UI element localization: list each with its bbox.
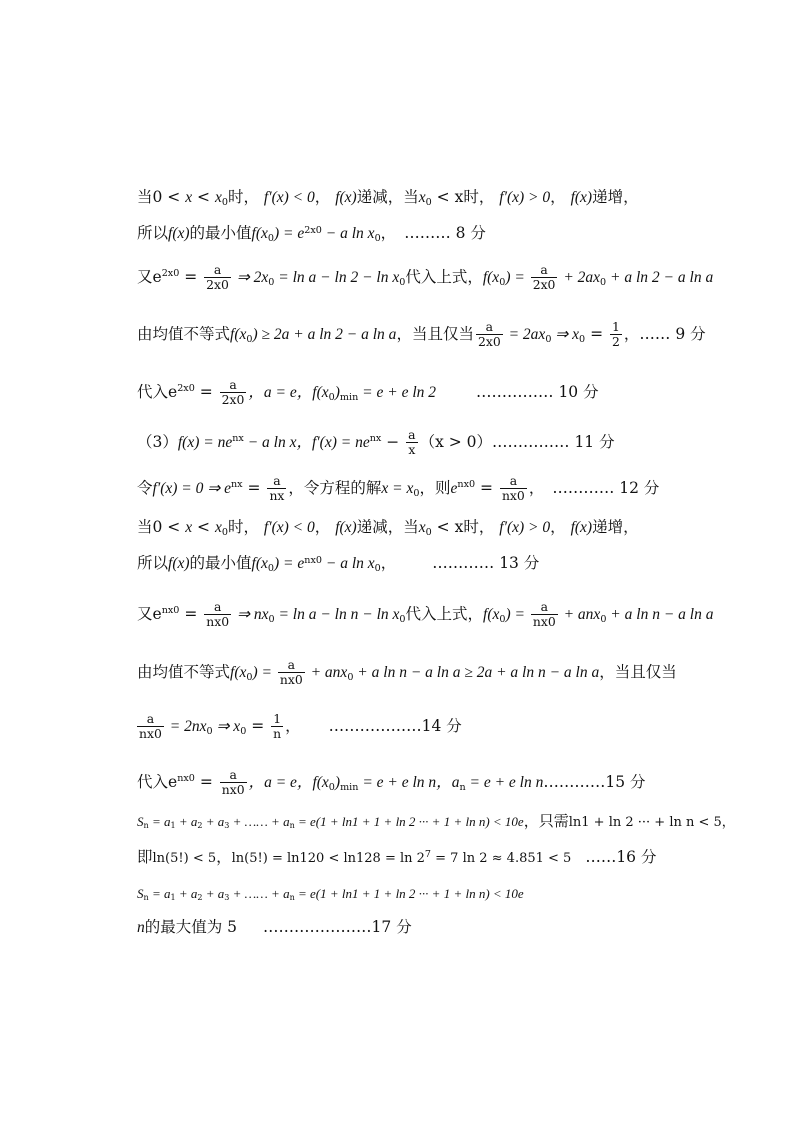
math: f(x) = ne [177, 433, 233, 451]
line-7 [137, 474, 760, 504]
superscript: nx [232, 433, 244, 445]
fraction [500, 474, 527, 504]
text: ，则 [419, 478, 451, 497]
line-15 [137, 850, 760, 866]
math: f(x [482, 268, 500, 286]
subscript: 0 [425, 196, 432, 208]
math: f(x) [570, 189, 593, 206]
math: f(x [312, 383, 329, 401]
math: f(x [230, 663, 247, 681]
line-10 [137, 600, 760, 630]
text: 由均值不等式 [137, 662, 231, 681]
math: f(x) [168, 555, 190, 572]
math: ) = e [274, 555, 305, 572]
math: ⇒ x [551, 325, 580, 343]
text: 即 [137, 848, 153, 866]
math: x = x [381, 479, 414, 497]
subscript: 1 [170, 893, 176, 903]
superscript: 2x0 [161, 268, 180, 280]
score-mark: …………… 11 分 [492, 432, 615, 451]
math: + a ln n − a ln a [606, 605, 714, 623]
fraction [204, 600, 231, 630]
text: 递减，当 [356, 518, 419, 536]
numerator: a [204, 600, 231, 615]
math: ) = [252, 663, 276, 681]
numerator: a [408, 427, 416, 442]
text: 递增， [592, 518, 639, 536]
superscript: nx [369, 433, 382, 445]
line-16 [137, 887, 760, 901]
subscript: 0 [240, 725, 247, 737]
text: 又e [137, 604, 162, 623]
superscript: 2x0 [177, 383, 195, 395]
numerator: a [220, 378, 247, 393]
text: = [475, 478, 498, 497]
math: + a [202, 886, 225, 901]
math: S [137, 814, 144, 829]
text: ， [550, 188, 566, 206]
text: 所以 [137, 224, 169, 242]
math: ⇒ nx [233, 605, 269, 623]
denominator: 2x0 [221, 392, 245, 408]
math: f′(x) > 0 [499, 189, 551, 206]
text: ， [528, 478, 545, 497]
text: 递增， [592, 188, 639, 206]
text: < [192, 188, 215, 206]
text: ， [550, 518, 566, 536]
superscript: 7 [424, 848, 432, 860]
subscript: 0 [374, 562, 381, 574]
numerator: a [531, 600, 558, 615]
subscript: n [289, 821, 295, 831]
math: ln(5!) < 5 [152, 851, 217, 866]
subscript: 0 [425, 526, 432, 538]
math: f(x [251, 555, 268, 572]
text: = [179, 267, 203, 286]
fraction [220, 378, 247, 408]
denominator: 2x0 [477, 334, 501, 350]
math: x [418, 189, 426, 206]
score-mark: ………… 13 分 [432, 554, 540, 572]
text: ，当且仅当 [599, 662, 677, 681]
math: f(x) [335, 189, 357, 206]
math: + anx [559, 605, 601, 623]
score-mark: …………… 10 分 [476, 382, 599, 401]
fraction [220, 768, 247, 798]
subscript: 0 [399, 276, 406, 288]
text: 递减，当 [356, 188, 419, 206]
math: = 2ax [504, 325, 546, 343]
math: x [214, 189, 222, 206]
math: + a ln 2 − a ln a [606, 268, 714, 286]
text: ，当且仅当 [396, 324, 474, 343]
math: a [451, 773, 460, 791]
text: 的最大值为 5 [144, 918, 238, 936]
fraction [476, 320, 503, 350]
text: ，只需 [523, 812, 569, 830]
superscript: nx0 [457, 479, 476, 491]
denominator: nx [269, 488, 285, 504]
line-1 [137, 190, 760, 206]
line-17 [137, 920, 760, 936]
text: （x > 0） [419, 432, 493, 451]
score-mark: ………………14 分 [328, 716, 462, 735]
text: 令 [137, 478, 153, 497]
numerator: a [204, 263, 231, 278]
line-4 [137, 320, 760, 350]
numerator: a [531, 263, 558, 278]
math: + …… + a [229, 886, 290, 901]
text: 时， [227, 188, 259, 206]
denominator: nx0 [501, 488, 525, 504]
math: = 7 ln 2 ≈ 4.851 < 5 [431, 851, 572, 866]
math: f(x [312, 773, 329, 791]
math: ln1 + ln 2 ··· + ln n < 5 [568, 815, 722, 830]
text: 代入上式， [405, 604, 484, 623]
math: f′(x) < 0 [263, 189, 315, 206]
line-5 [137, 378, 760, 408]
math: f(x) [570, 519, 593, 536]
score-mark: …………15 分 [543, 772, 646, 791]
numerator: a [137, 712, 164, 727]
score-mark: ……16 分 [585, 848, 657, 866]
denominator: 2x0 [206, 277, 229, 293]
subscript: 2 [197, 893, 203, 903]
math: ) = e [274, 225, 305, 242]
line-14 [137, 814, 760, 829]
subscript: n [289, 893, 295, 903]
subscript: 0 [246, 333, 253, 345]
text: 又e [137, 267, 162, 286]
line-9 [137, 556, 760, 572]
subscript: min [340, 781, 359, 793]
numerator: 1 [271, 712, 283, 727]
score-mark: ……… 8 分 [404, 224, 486, 242]
text: （3） [137, 432, 178, 451]
math: f(x) [335, 519, 357, 536]
text: ， [721, 815, 735, 830]
denominator: 2x0 [532, 277, 556, 293]
line-6 [137, 428, 760, 458]
math: f(x [230, 325, 247, 343]
subscript: 0 [579, 333, 586, 345]
math: = a [148, 814, 171, 829]
math: ) [334, 383, 340, 401]
line-12 [137, 712, 760, 742]
subscript: 0 [328, 391, 335, 403]
fraction [278, 658, 305, 688]
denominator: 2 [612, 334, 620, 350]
subscript: 2 [197, 821, 203, 831]
math: f′(x) = ne [311, 433, 370, 451]
math: x [214, 519, 222, 536]
math: − a ln x， [243, 433, 312, 451]
math: + …… + a [229, 814, 290, 829]
math: f′(x) > 0 [499, 519, 551, 536]
denominator: nx0 [139, 726, 162, 742]
text: = [585, 324, 608, 343]
math: = ln a − ln n − ln x [274, 605, 400, 623]
text: ，令方程的解 [288, 478, 382, 497]
math: f(x [483, 605, 500, 623]
subscript: 0 [246, 671, 253, 683]
text: < x时， [431, 188, 495, 206]
numerator: 1 [612, 319, 620, 334]
text: = [194, 382, 218, 401]
subscript: 0 [374, 232, 381, 244]
subscript: 0 [267, 562, 275, 574]
subscript: 3 [224, 893, 230, 903]
subscript: 0 [399, 613, 406, 625]
numerator: a [267, 474, 286, 489]
math: = ln a − ln 2 − ln x [274, 268, 400, 286]
text: 代入e [137, 772, 178, 791]
math: − a ln x [321, 225, 375, 242]
fraction [531, 263, 558, 293]
subscript: 0 [499, 276, 506, 288]
math: + a [175, 886, 198, 901]
subscript: 0 [328, 781, 335, 793]
fraction [137, 712, 164, 742]
math: x [185, 519, 193, 536]
math: = e + e ln n， [358, 773, 452, 791]
math: f′(x) = 0 ⇒ e [152, 479, 231, 497]
subscript: 0 [600, 276, 607, 288]
superscript: 2x0 [304, 224, 322, 236]
fraction [610, 320, 622, 350]
subscript: n [143, 893, 149, 903]
denominator: n [273, 726, 282, 742]
line-11 [137, 658, 760, 688]
math: = e + e ln n [465, 773, 544, 791]
subscript: min [339, 391, 359, 403]
denominator: nx0 [279, 672, 303, 688]
subscript: 0 [268, 276, 275, 288]
subscript: 0 [545, 333, 552, 345]
math: ln(5!) = ln120 < ln128 = ln 2 [231, 851, 425, 866]
math: + a ln n − a ln a ≥ 2a + a ln n − a ln a [353, 663, 600, 681]
math: f(x [251, 225, 268, 242]
math: ) ≥ 2a + a ln 2 − a ln a [252, 325, 397, 343]
math: ⇒ 2x [232, 268, 269, 286]
math: ) = [505, 605, 529, 623]
math: f′(x) < 0 [263, 519, 315, 536]
subscript: 0 [600, 613, 607, 625]
text: 由均值不等式 [137, 324, 231, 343]
text: = [242, 478, 266, 497]
denominator: nx0 [206, 614, 230, 630]
subscript: 0 [268, 613, 275, 625]
subscript: n [459, 781, 466, 793]
line-13 [137, 768, 760, 798]
math: + a [175, 814, 198, 829]
numerator: a [500, 474, 527, 489]
text: ， [285, 716, 301, 735]
math: = 2nx [165, 717, 207, 735]
subscript: 0 [206, 725, 213, 737]
superscript: nx0 [304, 554, 322, 566]
line-3 [137, 263, 760, 293]
denominator: nx0 [532, 614, 556, 630]
subscript: 0 [221, 526, 228, 538]
score-mark: ，…… 9 分 [623, 324, 706, 343]
score-mark: …………………17 分 [263, 918, 412, 936]
math: ) [334, 773, 341, 791]
math: ) = [505, 268, 529, 286]
text: 代入e [137, 382, 178, 401]
score-mark: ………… 12 分 [552, 478, 660, 497]
text: ， [380, 224, 397, 242]
fraction [531, 600, 558, 630]
subscript: n [143, 821, 149, 831]
text: − [381, 432, 405, 451]
subscript: 1 [170, 821, 176, 831]
math: f(x) [168, 225, 190, 242]
math: ，a = e， [248, 773, 313, 791]
text: 所以 [137, 554, 169, 572]
math: ⇒ x [212, 717, 241, 735]
subscript: 0 [221, 196, 228, 208]
text: = [246, 716, 270, 735]
fraction [204, 263, 231, 293]
text: 的最小值 [189, 554, 252, 572]
superscript: nx0 [177, 773, 195, 785]
math: n [137, 919, 145, 936]
text: ， [216, 848, 232, 866]
text: 的最小值 [189, 224, 252, 242]
text: ， [380, 554, 397, 572]
math: = e(1 + ln1 + 1 + ln 2 ··· + 1 + ln n) < 10e [294, 814, 524, 829]
text: = [194, 772, 218, 791]
math: + a [202, 814, 225, 829]
text: 代入上式， [405, 267, 483, 286]
math: x [418, 519, 426, 536]
superscript: nx [231, 479, 243, 491]
text: 当0 < [137, 188, 186, 206]
math: = a [148, 886, 171, 901]
math: + 2ax [559, 268, 601, 286]
math: e [450, 479, 458, 497]
subscript: 3 [224, 821, 230, 831]
math: = e(1 + ln1 + 1 + ln 2 ··· + 1 + ln n) < 10e [294, 886, 524, 901]
math: x [185, 189, 193, 206]
math: + anx [306, 663, 348, 681]
text: ， [314, 188, 331, 206]
numerator: a [278, 658, 305, 673]
text: 时， [227, 518, 259, 536]
subscript: 0 [413, 487, 420, 499]
text: 当0 < [137, 518, 186, 536]
subscript: 0 [267, 232, 275, 244]
text: < [192, 518, 215, 536]
math: − a ln x [321, 555, 375, 572]
numerator: a [220, 768, 247, 783]
denominator: nx0 [221, 782, 245, 798]
line-2 [137, 226, 760, 242]
text: ， [314, 518, 331, 536]
math: ，a = e， [248, 383, 313, 401]
text: = [179, 604, 203, 623]
superscript: nx0 [161, 605, 180, 617]
fraction [406, 428, 417, 458]
text: < x时， [431, 518, 495, 536]
subscript: 0 [499, 613, 506, 625]
fraction [267, 474, 286, 504]
subscript: 0 [347, 671, 354, 683]
math: = e + e ln 2 [358, 383, 437, 401]
math: S [137, 886, 144, 901]
line-8 [137, 520, 760, 536]
numerator: a [476, 320, 503, 335]
denominator: x [408, 442, 416, 458]
fraction [271, 712, 283, 742]
